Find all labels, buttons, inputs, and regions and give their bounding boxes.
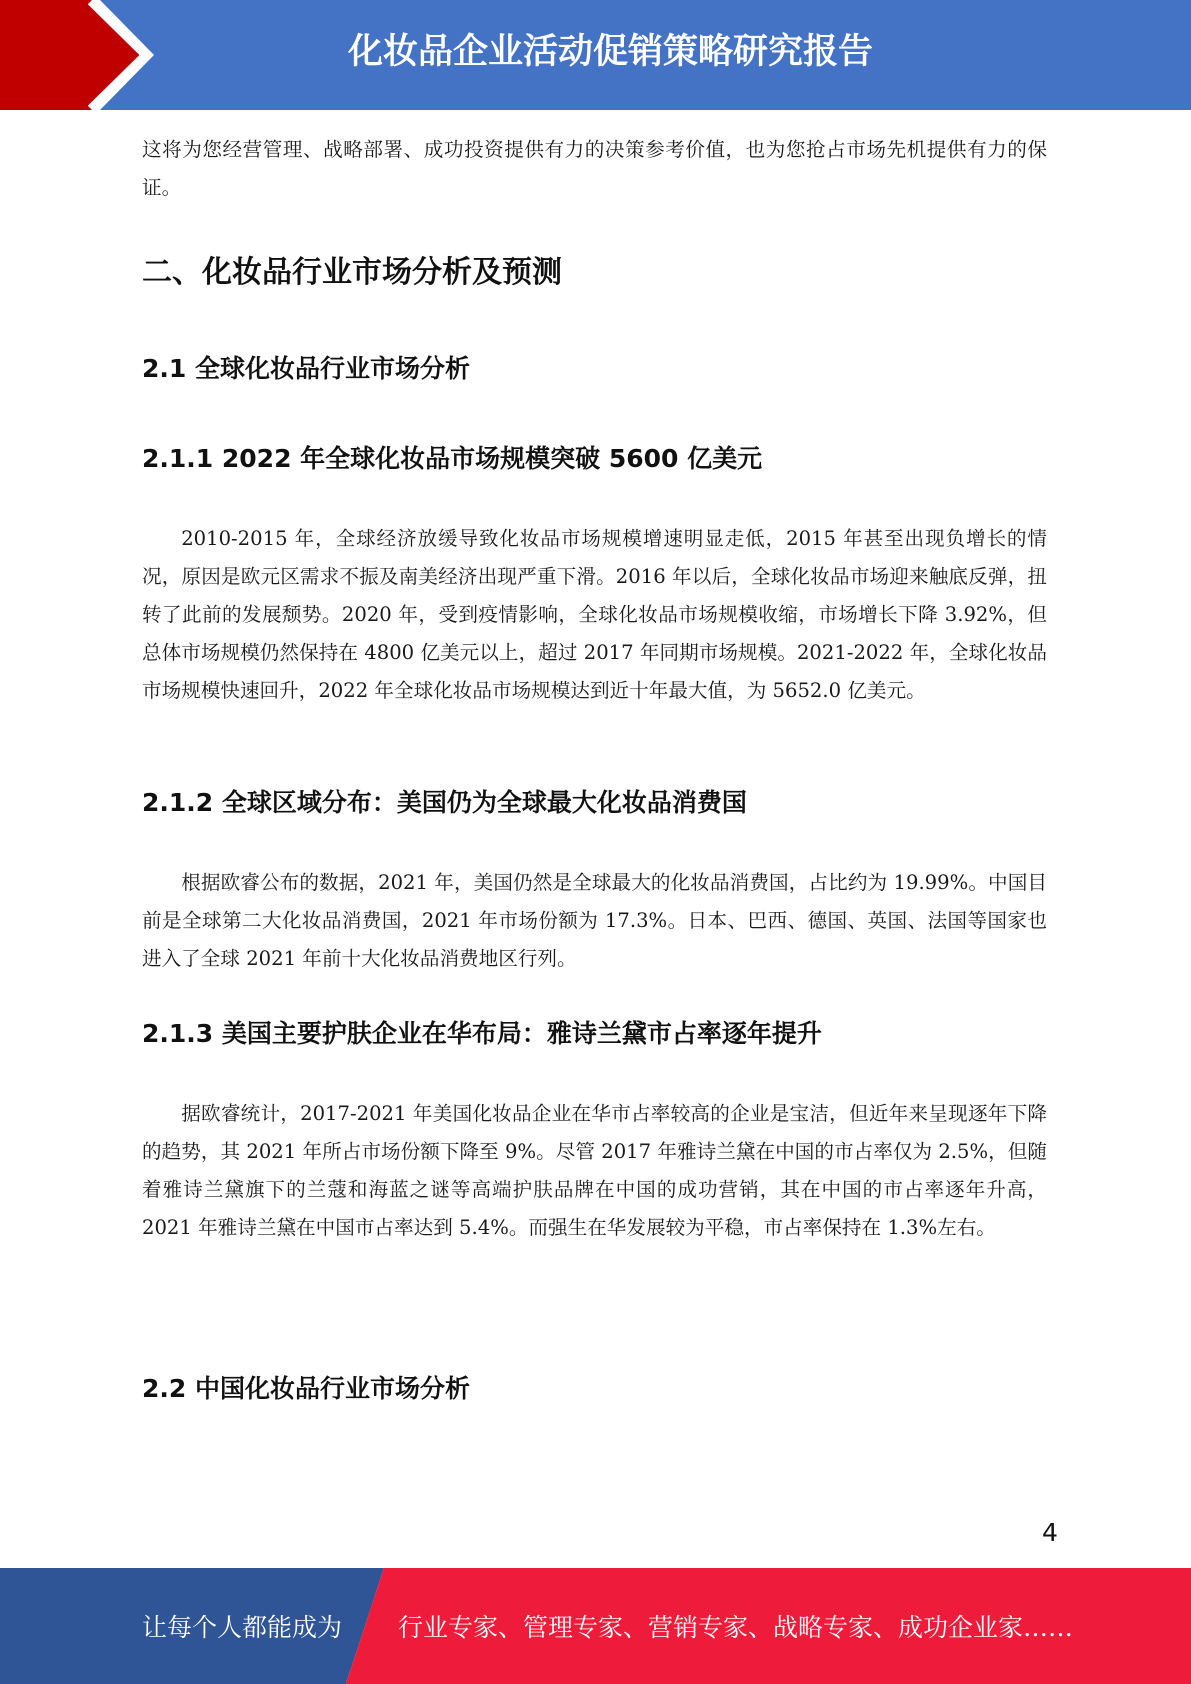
section-2-1-2-paragraph: 根据欧睿公布的数据，2021 年，美国仍然是全球最大的化妆品消费国，占比约为 19.99%。中国目前是全球第二大化妆品消费国，2021 年市场份额为 17.3%。日本、巴西、德国、英国、法国等国家也进入了全球 2021 年前十大化妆品消费地区行列。 bbox=[142, 871, 1047, 970]
page-number: 4 bbox=[1042, 1518, 1058, 1547]
section-2-1-1-heading: 2.1.1 2022 年全球化妆品市场规模突破 5600 亿美元 bbox=[142, 444, 763, 473]
page-footer bbox=[0, 1568, 1191, 1684]
report-title: 化妆品企业活动促销策略研究报告 bbox=[347, 32, 873, 72]
section-2-heading: 二、化妆品行业市场分析及预测 bbox=[142, 255, 562, 290]
section-2-1-heading: 2.1 全球化妆品行业市场分析 bbox=[142, 354, 470, 383]
section-2-1-2-heading: 2.1.2 全球区域分布：美国仍为全球最大化妆品消费国 bbox=[142, 788, 747, 817]
section-2-1-1-paragraph: 2010-2015 年，全球经济放缓导致化妆品市场规模增速明显走低，2015 年甚至出现负增长的情况，原因是欧元区需求不振及南美经济出现严重下滑。2016 年以后，全球化妆品市场迎来触底反弹，扭转了此前的发展颓势。2020 年，受到疫情影响，全球化妆品市场规模收缩，市场增长下降 3.92%，但总体市场规模仍然保持在 4800 亿美元以上，超过 2017 年同期市场规模。2021-2022 年，全球化妆品市场规模快速回升，2022 年全球化妆品市场规模达到近十年最大值，为 5652.0 亿美元。 bbox=[142, 527, 1047, 702]
intro-paragraph: 这将为您经营管理、战略部署、成功投资提供有力的决策参考价值，也为您抢占市场先机提供有力的保证。 bbox=[142, 138, 1047, 199]
section-2-2-heading: 2.2 中国化妆品行业市场分析 bbox=[142, 1374, 470, 1403]
footer-slogan-left: 让每个人都能成为 bbox=[142, 1613, 343, 1642]
section-2-1-3-heading: 2.1.3 美国主要护肤企业在华布局：雅诗兰黛市占率逐年提升 bbox=[142, 1019, 822, 1048]
section-2-1-3-paragraph: 据欧睿统计，2017-2021 年美国化妆品企业在华市占率较高的企业是宝洁，但近年来呈现逐年下降的趋势，其 2021 年所占市场份额下降至 9%。尽管 2017 年雅诗兰黛在中国的市占率仅为 2.5%，但随着雅诗兰黛旗下的兰蔻和海蓝之谜等高端护肤品牌在中国的成功营销，其在中国的市占率逐年升高，2021 年雅诗兰黛在中国市占率达到 5.4%。而强生在华发展较为平稳，市占率保持在 1.3%左右。 bbox=[142, 1102, 1047, 1239]
footer-slogan-right: 行业专家、管理专家、营销专家、战略专家、成功企业家…… bbox=[398, 1613, 1074, 1642]
page-header bbox=[0, 0, 1191, 110]
